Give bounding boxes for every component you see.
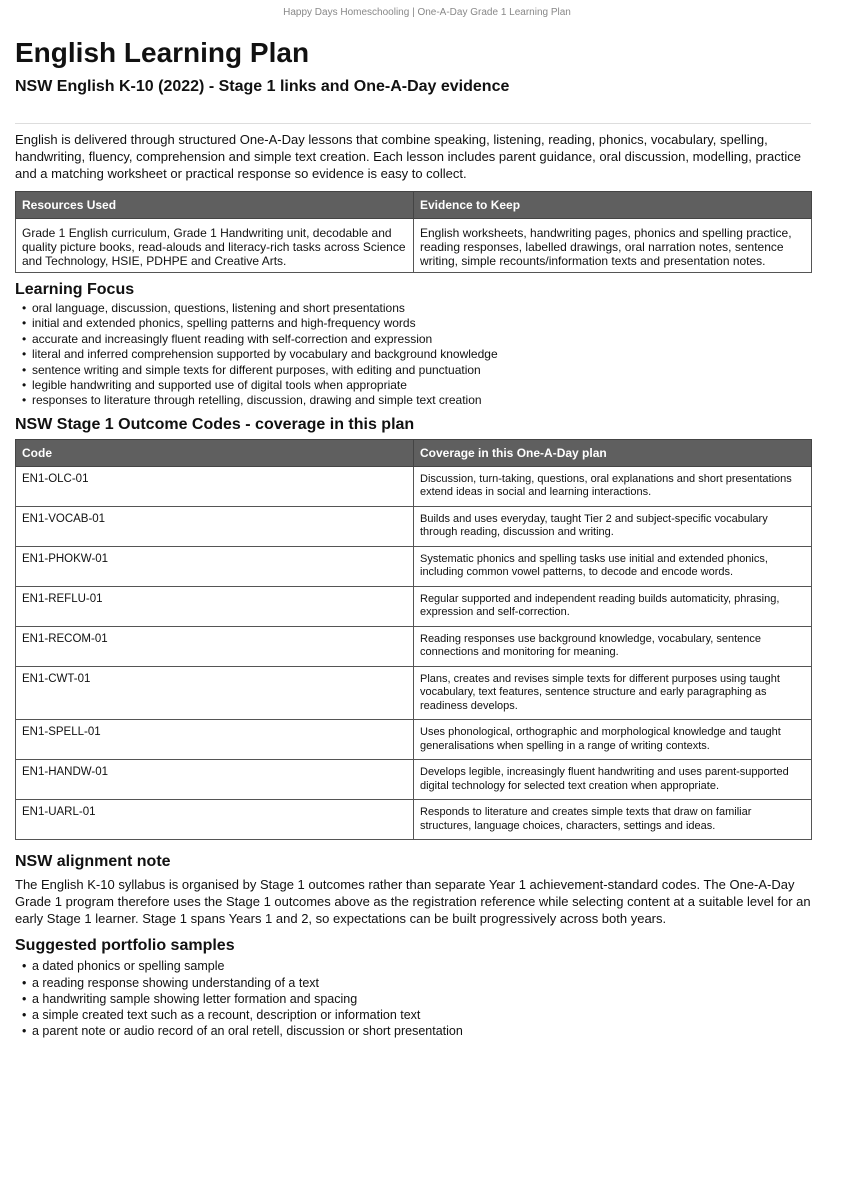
resources-header-row (16, 192, 812, 219)
outcome-coverage: Uses phonological, orthographic and morphological knowledge and taught generalisations when spelling in a range of writing contexts. (414, 720, 812, 760)
table-row (16, 760, 812, 800)
page-subtitle: NSW English K-10 (2022) - Stage 1 links and One-A-Day evidence (15, 78, 510, 95)
running-head: Happy Days Homeschooling | One-A-Day Grade 1 Learning Plan (283, 7, 571, 18)
outcome-coverage: Regular supported and independent reading builds automaticity, phrasing, expression and self-correction. (414, 586, 812, 626)
outcome-code: EN1-HANDW-01 (16, 760, 414, 800)
outcome-code: EN1-RECOM-01 (16, 626, 414, 666)
outcome-coverage: Plans, creates and revises simple texts for different purposes using taught vocabulary, text features, sentence structure and early paragraphing as readiness develops. (414, 666, 812, 720)
outcome-code: EN1-UARL-01 (16, 800, 414, 840)
list-item: • oral language, discussion, questions, listening and short presentations (15, 301, 811, 316)
resources-table (15, 191, 812, 273)
list-item: • legible handwriting and supported use of digital tools when appropriate (15, 378, 811, 393)
list-item: • accurate and increasingly fluent reading with self-correction and expression (15, 332, 811, 347)
outcome-codes-table (15, 439, 812, 841)
outcome-code: EN1-CWT-01 (16, 666, 414, 720)
outcome-coverage: Reading responses use background knowledge, vocabulary, sentence connections and monitoring for meaning. (414, 626, 812, 666)
alignment-note-text: The English K-10 syllabus is organised by Stage 1 outcomes rather than separate Year 1 achievement-standard codes. The One-A-Day Grade 1 program therefore uses the Stage 1 outcomes above as the registration reference while selecting content at a suitable level for an early Stage 1 learner. Stage 1 spans Years 1 and 2, so expectations can be built progressively across both years. (15, 877, 811, 927)
portfolio-list (15, 958, 811, 1039)
table-row (16, 720, 812, 760)
table-row (16, 626, 812, 666)
table-row (16, 666, 812, 720)
outcome-code: EN1-VOCAB-01 (16, 506, 414, 546)
table-row (16, 586, 812, 626)
alignment-note-heading: NSW alignment note (15, 853, 171, 871)
portfolio-heading: Suggested portfolio samples (15, 937, 235, 955)
page-title: English Learning Plan (15, 37, 310, 68)
learning-focus-list (15, 301, 811, 409)
learning-focus-heading: Learning Focus (15, 281, 135, 298)
outcome-code: EN1-OLC-01 (16, 466, 414, 506)
resources-used-header: Resources Used (16, 192, 414, 219)
outcome-coverage: Systematic phonics and spelling tasks use initial and extended phonics, including common vowel patterns, to decode and encode words. (414, 546, 812, 586)
list-item: • a reading response showing understanding of a text (15, 975, 811, 991)
outcome-header-row (16, 439, 812, 466)
list-item: • initial and extended phonics, spelling patterns and high-frequency words (15, 316, 811, 331)
table-row (16, 466, 812, 506)
table-row (16, 800, 812, 840)
list-item: • a dated phonics or spelling sample (15, 958, 811, 974)
intro-paragraph: English is delivered through structured One-A-Day lessons that combine speaking, listening, reading, phonics, vocabulary, spelling, handwriting, fluency, comprehension and simple text creation. Each lesson includes parent guidance, oral discussion, modelling, practice and a matching worksheet or practical response so evidence is easy to collect. (15, 132, 801, 181)
outcome-code: EN1-REFLU-01 (16, 586, 414, 626)
resources-row (16, 219, 812, 273)
outcome-code: EN1-PHOKW-01 (16, 546, 414, 586)
resources-used-cell: Grade 1 English curriculum, Grade 1 Handwriting unit, decodable and quality picture books, read-alouds and literacy-rich tasks across Science and Technology, HSIE, PDHPE and Creative Arts. (16, 219, 414, 273)
code-header: Code (16, 439, 414, 466)
list-item: • a handwriting sample showing letter formation and spacing (15, 991, 811, 1007)
outcome-coverage: Responds to literature and creates simple texts that draw on familiar structures, language choices, characters, settings and ideas. (414, 800, 812, 840)
table-row (16, 506, 812, 546)
outcome-coverage: Discussion, turn-taking, questions, oral explanations and short presentations extend ideas in social and learning interactions. (414, 466, 812, 506)
list-item: • literal and inferred comprehension supported by vocabulary and background knowledge (15, 347, 811, 362)
outcome-coverage: Builds and uses everyday, taught Tier 2 and subject-specific vocabulary through reading, discussion and writing. (414, 506, 812, 546)
evidence-header: Evidence to Keep (414, 192, 812, 219)
page-content (15, 36, 811, 1039)
outcome-code: EN1-SPELL-01 (16, 720, 414, 760)
list-item: • sentence writing and simple texts for different purposes, with editing and punctuation (15, 363, 811, 378)
table-row (16, 546, 812, 586)
outcome-coverage: Develops legible, increasingly fluent handwriting and uses parent-supported digital technology for selected text creation when appropriate. (414, 760, 812, 800)
outcome-codes-heading: NSW Stage 1 Outcome Codes - coverage in this plan (15, 415, 415, 433)
list-item: • responses to literature through retelling, discussion, drawing and simple text creation (15, 393, 811, 408)
list-item: • a parent note or audio record of an oral retell, discussion or short presentation (15, 1023, 811, 1039)
title-divider (15, 123, 811, 124)
coverage-header: Coverage in this One-A-Day plan (414, 439, 812, 466)
evidence-cell: English worksheets, handwriting pages, phonics and spelling practice, reading responses, labelled drawings, oral narration notes, sentence writing, simple recounts/information texts and presentation notes. (414, 219, 812, 273)
list-item: • a simple created text such as a recount, description or information text (15, 1007, 811, 1023)
